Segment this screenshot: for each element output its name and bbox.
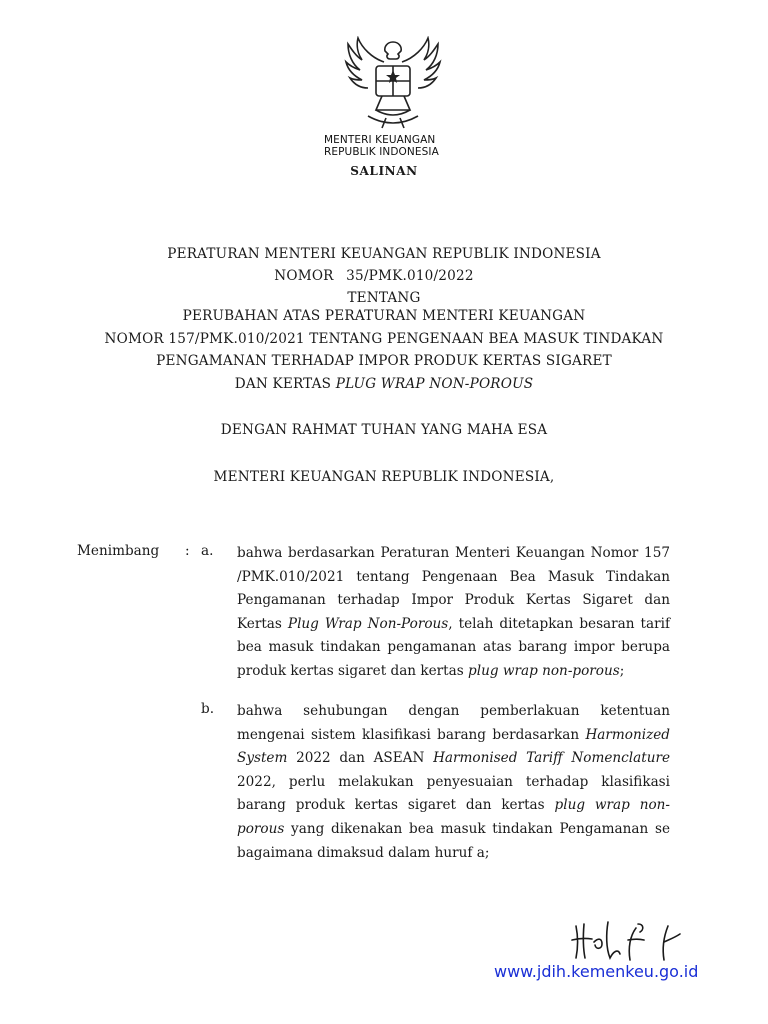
menimbang-label: Menimbang xyxy=(77,543,160,559)
menimbang-item-a xyxy=(237,542,670,684)
item-b-italic-1: Harmonized System xyxy=(237,726,670,767)
item-b-letter: b. xyxy=(201,701,215,717)
footer-url-link[interactable]: www.jdih.kemenkeu.go.id xyxy=(494,962,699,981)
subject-line-1: PERUBAHAN ATAS PERATURAN MENTERI KEUANGAN xyxy=(182,308,586,324)
item-a-letter: a. xyxy=(201,543,214,559)
rahmat-line: DENGAN RAHMAT TUHAN YANG MAHA ESA xyxy=(220,422,548,438)
nomor-value: 35/PMK.010/2022 xyxy=(346,268,474,284)
subject-line-3: PENGAMANAN TERHADAP IMPOR PRODUK KERTAS SIGARET xyxy=(156,353,612,369)
item-b-italic-2: Harmonised Tariff Nomenclature xyxy=(433,750,670,767)
item-a-italic-2: plug wrap non-porous xyxy=(468,662,620,679)
handwritten-signature xyxy=(568,918,692,962)
item-b-text-3: 2022, perlu melakukan penyesuaian terhadap klasifikasi barang produk kertas sigaret dan kertas xyxy=(237,773,670,814)
item-b-text-4: yang dikenakan bea masuk tindakan Pengamanan se bagaimana dimaksud dalam huruf a; xyxy=(237,820,670,861)
subject-line-4-italic: PLUG WRAP NON-POROUS xyxy=(335,375,534,392)
institution-line-1: MENTERI KEUANGAN xyxy=(324,134,436,146)
item-b-italic-3: plug wrap non-porous xyxy=(237,797,670,837)
nomor-label: NOMOR xyxy=(274,268,334,284)
institution-name xyxy=(324,134,439,158)
item-a-text-1: bahwa berdasarkan Peraturan Menteri Keuangan Nomor 157 /PMK.010/2021 tentang Pengenaan Bea Masuk Tindakan Pengamanan terhadap Impor Produk Kertas Sigaret dan Kertas xyxy=(237,545,670,632)
item-b-text-1: bahwa sehubungan dengan pemberlakuan ketentuan mengenai sistem klasifikasi barang berdasarkan xyxy=(237,703,670,743)
item-a-text-3: ; xyxy=(619,662,625,679)
salinan-label: SALINAN xyxy=(350,164,418,178)
item-a-italic-1: Plug Wrap Non-Porous xyxy=(287,615,449,632)
menimbang-colon: : xyxy=(185,543,190,559)
regulation-title: PERATURAN MENTERI KEUANGAN REPUBLIK INDONESIA xyxy=(167,246,601,262)
menteri-line: MENTERI KEUANGAN REPUBLIK INDONESIA, xyxy=(213,469,555,485)
garuda-emblem-icon xyxy=(338,36,448,132)
regulation-number xyxy=(0,265,768,287)
subject-line-4-prefix: DAN KERTAS xyxy=(234,375,336,392)
item-a-text-2: , telah ditetapkan besaran tarif bea masuk tindakan pengamanan atas barang impor berupa produk kertas sigaret dan kertas xyxy=(237,615,670,679)
tentang-label: TENTANG xyxy=(347,290,421,306)
menimbang-item-b xyxy=(237,700,670,865)
item-b-text-2: 2022 dan ASEAN xyxy=(287,750,434,767)
subject-line-2: NOMOR 157/PMK.010/2021 TENTANG PENGENAAN BEA MASUK TINDAKAN xyxy=(104,330,664,347)
subject-line-4 xyxy=(0,373,768,396)
regulation-subject xyxy=(0,305,768,395)
institution-line-2: REPUBLIK INDONESIA xyxy=(324,146,439,158)
regulation-title-block xyxy=(0,243,768,309)
